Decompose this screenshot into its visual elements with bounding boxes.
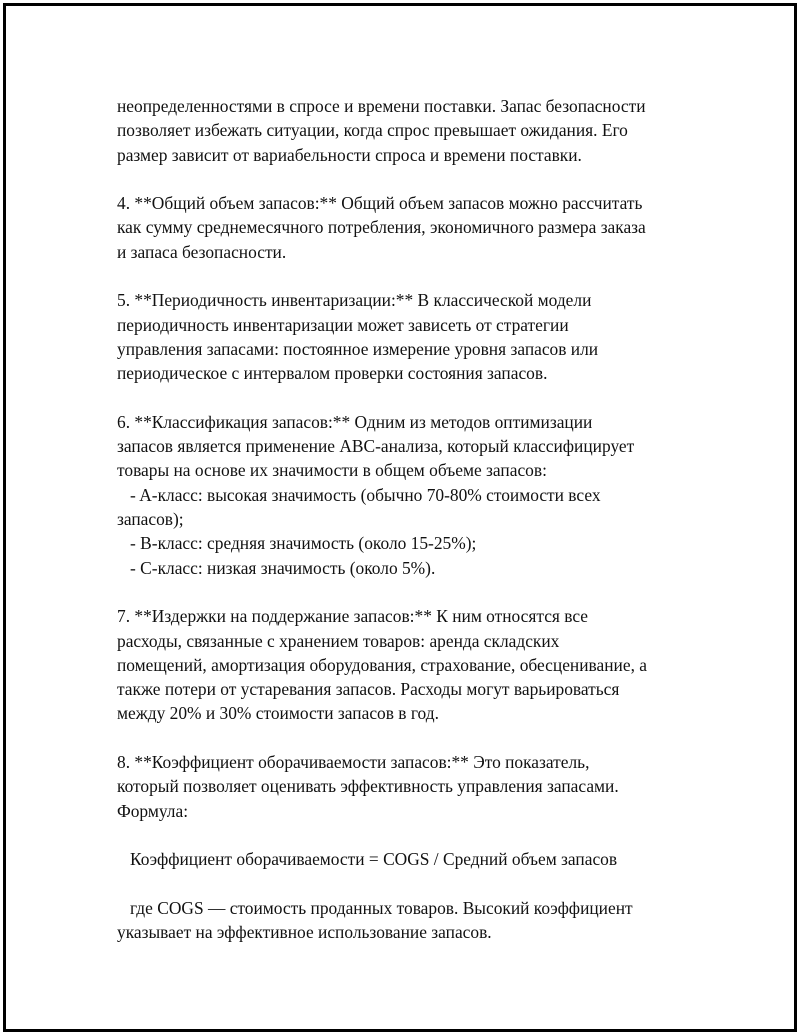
paragraph — [117, 847, 697, 871]
document-body — [117, 94, 697, 944]
paragraph-spacer — [117, 580, 697, 604]
text-line: 4. **Общий объем запасов:** Общий объем запасов можно рассчитать — [117, 193, 643, 214]
text-line: периодическое с интервалом проверки состояния запасов. — [117, 363, 548, 384]
text-line: Коэффициент оборачиваемости = COGS / Средний объем запасов — [117, 849, 618, 870]
paragraph-spacer — [117, 823, 697, 847]
paragraph — [117, 288, 697, 385]
text-line: 7. **Издержки на поддержание запасов:** К ним относятся все — [117, 606, 589, 627]
text-line: также потери от устаревания запасов. Расходы могут варьироваться — [117, 679, 620, 700]
text-line: размер зависит от вариабельности спроса и времени поставки. — [117, 144, 582, 165]
text-line: как сумму среднемесячного потребления, экономичного размера заказа — [117, 217, 646, 238]
text-line: 6. **Классификация запасов:** Одним из методов оптимизации — [117, 411, 593, 432]
paragraph-spacer — [117, 167, 697, 191]
paragraph-spacer — [117, 872, 697, 896]
paragraph — [117, 410, 697, 580]
paragraph — [117, 604, 697, 725]
paragraph — [117, 750, 697, 823]
paragraph — [117, 94, 697, 167]
text-line: - C-класс: низкая значимость (около 5%). — [117, 557, 436, 578]
text-line: - B-класс: средняя значимость (около 15-25%); — [117, 533, 477, 554]
text-line: расходы, связанные с хранением товаров: аренда складских — [117, 630, 560, 651]
text-line: товары на основе их значимости в общем объеме запасов: — [117, 460, 547, 481]
paragraph — [117, 896, 697, 945]
text-line: указывает на эффективное использование запасов. — [117, 922, 492, 943]
text-line: где COGS — стоимость проданных товаров. Высокий коэффициент — [117, 897, 633, 918]
text-line: позволяет избежать ситуации, когда спрос превышает ожидания. Его — [117, 120, 628, 141]
text-line: который позволяет оценивать эффективность управления запасами. — [117, 776, 619, 797]
text-line: периодичность инвентаризации может зависеть от стратегии — [117, 314, 569, 335]
paragraph-spacer — [117, 386, 697, 410]
text-line: неопределенностями в спросе и времени поставки. Запас безопасности — [117, 96, 646, 116]
text-line: Формула: — [117, 800, 189, 821]
text-line: помещений, амортизация оборудования, страхование, обесценивание, а — [117, 654, 647, 675]
paragraph-spacer — [117, 264, 697, 288]
paragraph-spacer — [117, 726, 697, 750]
text-line: управления запасами: постоянное измерение уровня запасов или — [117, 338, 599, 359]
text-line: запасов); — [117, 509, 184, 530]
paragraph — [117, 191, 697, 264]
text-line: - A-класс: высокая значимость (обычно 70-80% стоимости всех — [117, 484, 601, 505]
text-line: между 20% и 30% стоимости запасов в год. — [117, 703, 439, 724]
text-line: запасов является применение ABC-анализа, который классифицирует — [117, 436, 635, 457]
text-line: 8. **Коэффициент оборачиваемости запасов:** Это показатель, — [117, 752, 590, 773]
text-line: 5. **Периодичность инвентаризации:** В классической модели — [117, 290, 592, 311]
text-line: и запаса безопасности. — [117, 241, 287, 262]
